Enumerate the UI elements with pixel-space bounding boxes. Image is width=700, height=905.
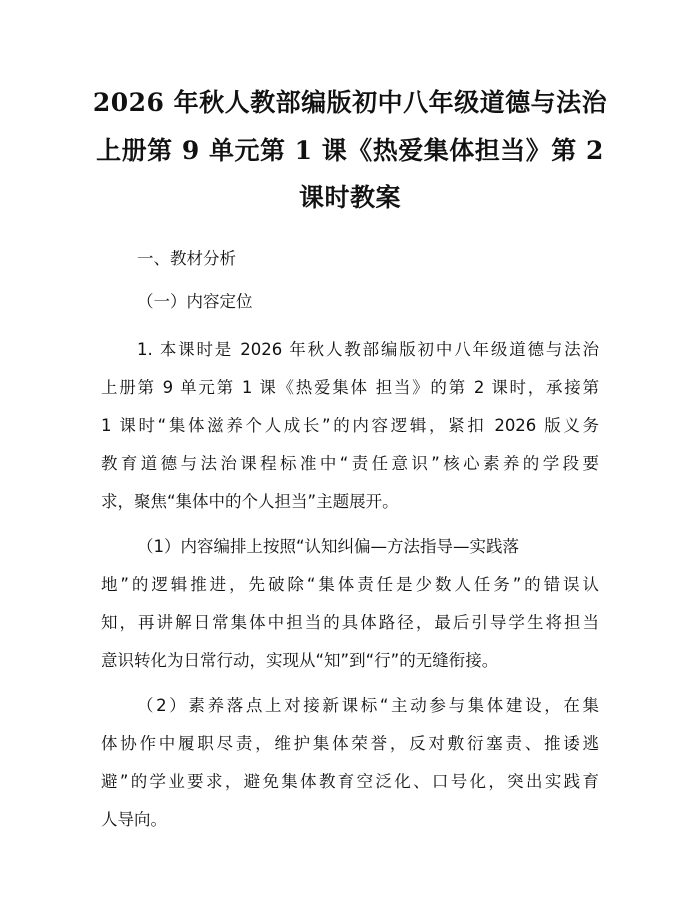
paragraph-2-line: 意识转化为日常行动，实现从“知”到“行”的无缝衔接。: [101, 651, 499, 670]
document-title-line-1: 2026 年秋人教部编版初中八年级道德与法治: [92, 88, 608, 117]
paragraph-2-line: 知，再讲解日常集体中担当的具体路径，最后引导学生将担当: [101, 613, 599, 632]
paragraph-1-line: 上册第 9 单元第 1 课《热爱集体 担当》的第 2 课时，承接第: [101, 378, 599, 397]
paragraph-1-line: 教育道德与法治课程标准中“责任意识”核心素养的学段要: [101, 454, 599, 473]
paragraph-1-line: 求，聚焦“集体中的个人担当”主题展开。: [101, 492, 399, 511]
paragraph-3-line: （2）素养落点上对接新课标“主动参与集体建设，在集: [137, 696, 599, 715]
document-title-line-2: 上册第 9 单元第 1 课《热爱集体担当》第 2: [96, 136, 604, 165]
paragraph-1-line: 1 课时“集体滋养个人成长”的内容逻辑，紧扣 2026 版义务: [101, 416, 599, 435]
section-heading-textbook-analysis: 一、教材分析: [137, 249, 236, 268]
paragraph-2-line: （1）内容编排上按照“认知纠偏—方法指导—实践落: [137, 537, 520, 556]
paragraph-3-line: 人导向。: [101, 810, 167, 829]
subsection-heading-content-positioning: （一）内容定位: [137, 292, 253, 311]
paragraph-3-line: 体协作中履职尽责，维护集体荣誉，反对敷衍塞责、推诿逃: [101, 734, 599, 753]
paragraph-2-line: 地”的逻辑推进，先破除“集体责任是少数人任务”的错误认: [101, 575, 599, 594]
paragraph-3-line: 避”的学业要求，避免集体教育空泛化、口号化，突出实践育: [101, 772, 599, 791]
paragraph-1-line: 1. 本课时是 2026 年秋人教部编版初中八年级道德与法治: [137, 340, 599, 359]
document-title-line-3: 课时教案: [298, 183, 401, 212]
